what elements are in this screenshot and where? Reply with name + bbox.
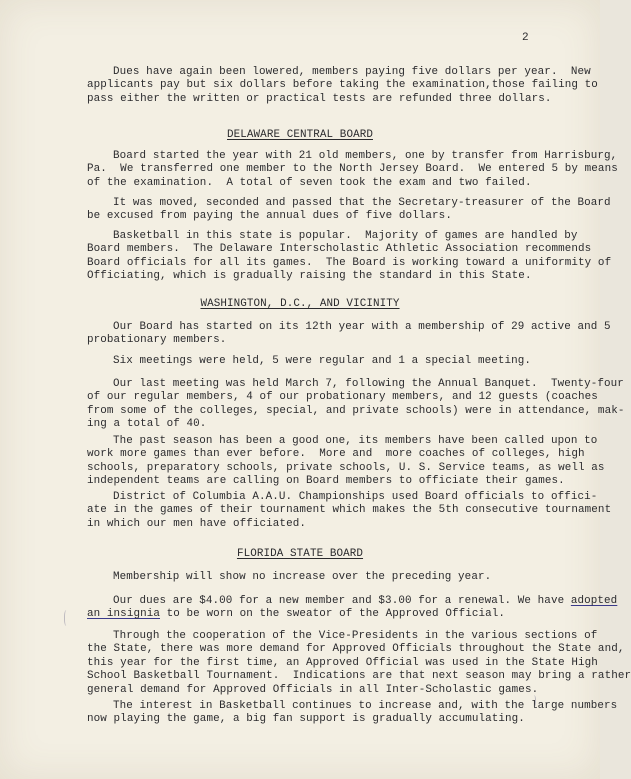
text-line: Our dues are $4.00 for a new member and $3.00 for a renewal. We have: [113, 595, 571, 607]
paragraph-washington-1: [87, 321, 611, 348]
paragraph-washington-4: [87, 435, 605, 489]
margin-pencil-mark: [531, 695, 536, 707]
text-line: to be worn on the sweator of the Approved Official.: [160, 608, 506, 621]
text-line: Board officials for all its games. The Board is working toward a uniformity of: [87, 256, 612, 269]
page-number: 2: [522, 32, 529, 44]
text-line: in which our men have officiated.: [87, 517, 306, 530]
text-line: Our Board has started on its 12th year with a membership of 29 active and 5: [113, 321, 611, 333]
text-line: pass either the written or practical tests are refunded three dollars.: [87, 92, 552, 105]
paragraph-washington-2: [87, 355, 532, 368]
paragraph-delaware-2: [87, 197, 611, 224]
text-line: Dues have again been lowered, members paying five dollars per year. New: [113, 66, 591, 78]
text-line: general demand for Approved Officials in all Inter-Scholastic games.: [87, 683, 539, 696]
text-line: ate in the games of their tournament which makes the 5th consecutive tournament: [87, 504, 612, 517]
text-line: schools, preparatory schools, private schools, U. S. Service teams, as well as: [87, 461, 605, 474]
paragraph-washington-5: [87, 491, 612, 531]
text-line: Pa. We transferred one member to the North Jersey Board. We entered 5 by means: [87, 163, 618, 176]
text-line: It was moved, seconded and passed that the Secretary-treasurer of the Board: [113, 197, 611, 209]
text-line: Board started the year with 21 old members, one by transfer from Harrisburg,: [113, 150, 618, 162]
text-line: the State, there was more demand for Approved Officials throughout the State and,: [87, 643, 625, 656]
text-line: District of Columbia A.A.U. Championships used Board officials to offici-: [113, 491, 598, 503]
margin-pencil-mark: [64, 610, 70, 626]
heading-delaware: DELAWARE CENTRAL BOARD: [227, 129, 373, 141]
paragraph-delaware-3: [87, 230, 612, 284]
heading-florida: FLORIDA STATE BOARD: [236, 548, 364, 560]
text-line: work more games than ever before. More and more coaches of colleges, high: [87, 448, 585, 461]
text-line: probationary members.: [87, 334, 227, 347]
heading-washington: WASHINGTON, D.C., AND VICINITY: [200, 298, 400, 310]
handwritten-underline-adopted: adopted: [570, 595, 618, 607]
text-line: Our last meeting was held March 7, following the Annual Banquet. Twenty-four: [113, 378, 624, 390]
text-line: applicants pay but six dollars before taking the examination,those failing to: [87, 79, 598, 92]
text-line: independent teams are calling on Board members to officiate their games.: [87, 475, 565, 488]
paragraph-florida-3: [87, 630, 631, 697]
paragraph-dues: [87, 66, 598, 106]
text-line: Officiating, which is gradually raising the standard in this State.: [87, 270, 532, 283]
paragraph-florida-4: [87, 700, 618, 727]
text-line: be excused from paying the annual dues of five dollars.: [87, 210, 452, 223]
text-line: Basketball in this state is popular. Majority of games are handled by: [113, 230, 578, 242]
text-line: Six meetings were held, 5 were regular and 1 a special meeting.: [113, 355, 532, 367]
text-line: The past season has been a good one, its members have been called upon to: [113, 435, 598, 447]
text-line: of our regular members, 4 of our probationary members, and 12 guests (coaches: [87, 391, 598, 404]
paragraph-florida-2: [87, 595, 618, 622]
paragraph-delaware-1: [87, 150, 618, 190]
text-line: of the examination. A total of seven took the exam and two failed.: [87, 176, 532, 189]
text-line: from some of the colleges, special, and private schools) were in attendance, mak-: [87, 404, 625, 417]
text-line: Membership will show no increase over the preceding year.: [113, 571, 492, 583]
text-line: ing a total of 40.: [87, 418, 207, 431]
text-line: this year for the first time, an Approved Official was used in the State High: [87, 656, 598, 669]
paragraph-florida-1: [87, 571, 527, 584]
text-line: Through the cooperation of the Vice-Presidents in the various sections of: [113, 630, 598, 642]
text-line: Board members. The Delaware Interscholastic Athletic Association recommends: [87, 243, 592, 256]
text-line: The interest in Basketball continues to increase and, with the large numbers: [113, 700, 618, 712]
handwritten-underline-insignia: an insignia: [87, 608, 160, 621]
paragraph-washington-3: [87, 378, 625, 432]
text-line: now playing the game, a big fan support is gradually accumulating.: [87, 713, 525, 726]
text-line: School Basketball Tournament. Indications are that next season may bring a rather: [87, 670, 631, 683]
